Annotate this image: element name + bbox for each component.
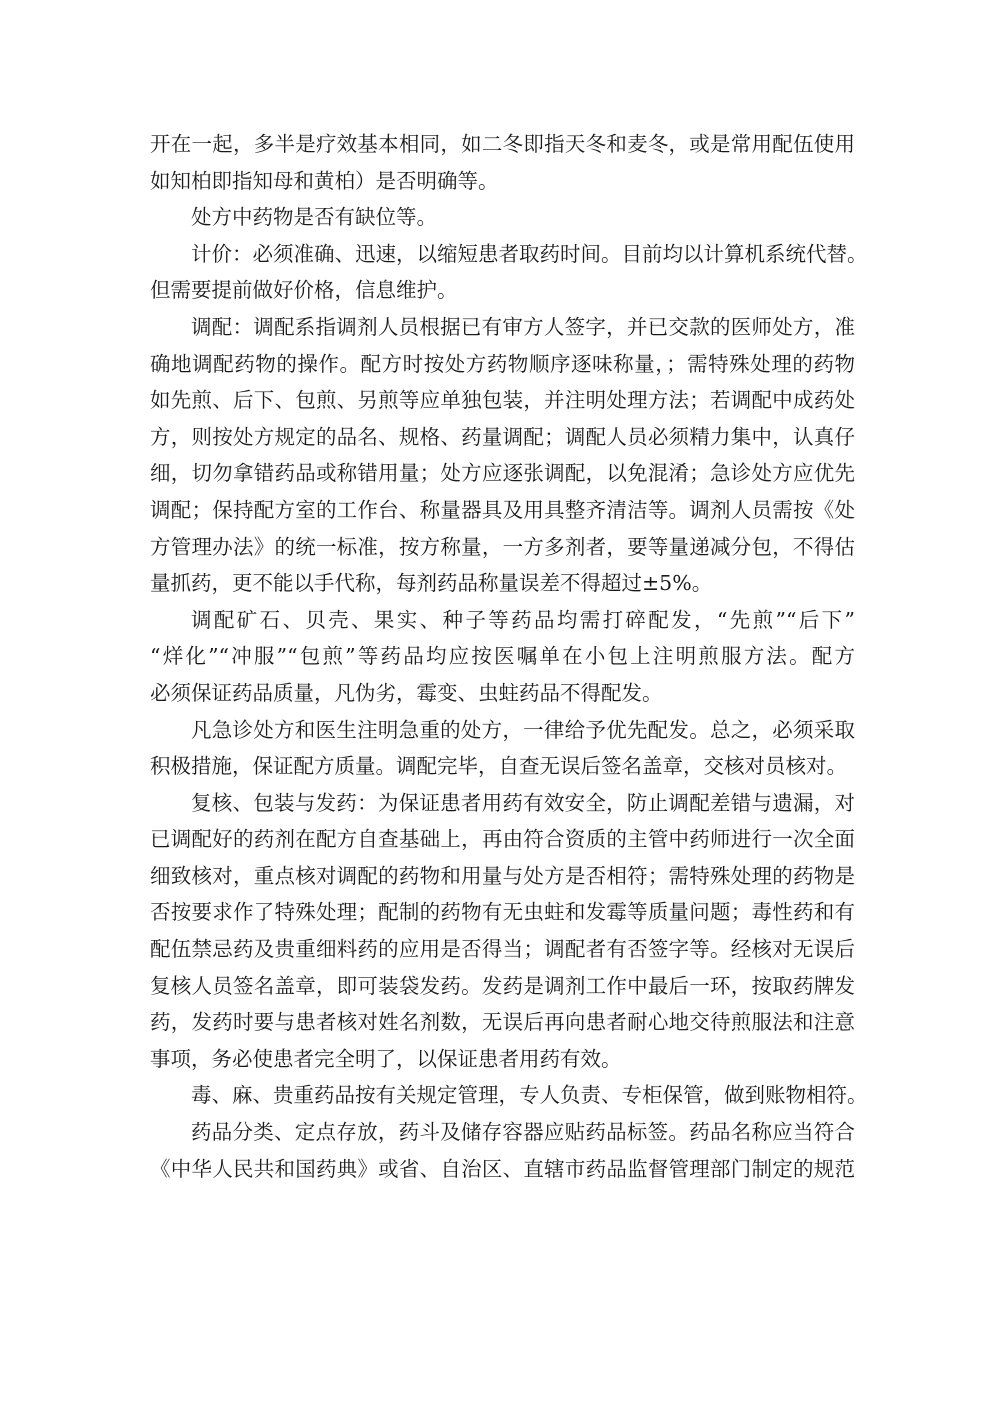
text-line: 药品分类、定点存放，药斗及储存容器应贴药品标签。药品名称应当符合 xyxy=(191,1120,855,1145)
text-line: 如先煎、后下、包煎、另煎等应单独包装，并注明处理方法；若调配中成药处 xyxy=(150,388,855,413)
text-line: 毒、麻、贵重药品按有关规定管理，专人负责、专柜保管，做到账物相符。 xyxy=(191,1083,868,1108)
text-line: 方，则按处方规定的品名、规格、药量调配；调配人员必须精力集中，认真仔 xyxy=(150,424,855,449)
text-line: 计价：必须准确、迅速，以缩短患者取药时间。目前均以计算机系统代替。 xyxy=(191,241,868,266)
text-line: 复核人员签名盖章，即可装袋发药。发药是调剂工作中最后一环，按取药牌发 xyxy=(150,973,855,998)
text-line: 凡急诊处方和医生注明急重的处方，一律给予优先配发。总之，必须采取 xyxy=(191,717,855,742)
document-body xyxy=(150,126,868,1187)
text-line: 药，发药时要与患者核对姓名剂数，无误后再向患者耐心地交待煎服法和注意 xyxy=(150,1010,855,1035)
text-line: 《中华人民共和国药典》或省、自治区、直辖市药品监督管理部门制定的规范 xyxy=(150,1156,855,1181)
text-line: 细，切勿拿错药品或称错用量；处方应逐张调配，以免混淆；急诊处方应优先 xyxy=(150,461,855,486)
text-line: 复核、包装与发药：为保证患者用药有效安全，防止调配差错与遗漏，对 xyxy=(191,790,855,815)
text-line: 方管理办法》的统一标准，按方称量，一方多剂者，要等量递减分包，不得估 xyxy=(150,534,855,559)
text-line: 事项，务必使患者完全明了，以保证患者用药有效。 xyxy=(150,1046,622,1071)
text-line: 处方中药物是否有缺位等。 xyxy=(191,205,437,230)
text-line: 开在一起，多半是疗效基本相同，如二冬即指天冬和麦冬，或是常用配伍使用 xyxy=(150,132,855,156)
text-line: 已调配好的药剂在配方自查基础上，再由符合资质的主管中药师进行一次全面 xyxy=(150,827,855,852)
text-line: “烊化”“冲服”“包煎”等药品均应按医嘱单在小包上注明煎服方法。配方 xyxy=(150,644,855,669)
text-line: 调配矿石、贝壳、果实、种子等药品均需打碎配发，“先煎”“后下” xyxy=(191,607,855,632)
text-line: 细致核对，重点核对调配的药物和用量与处方是否相符；需特殊处理的药物是 xyxy=(150,863,855,888)
text-line: 积极措施，保证配方质量。调配完毕，自查无误后签名盖章，交核对员核对。 xyxy=(150,754,847,779)
text-line: 必须保证药品质量，凡伪劣，霉变、虫蛀药品不得配发。 xyxy=(150,680,663,705)
text-line: 配伍禁忌药及贵重细料药的应用是否得当；调配者有否签字等。经核对无误后 xyxy=(150,937,855,962)
text-line: 如知柏即指知母和黄柏）是否明确等。 xyxy=(150,168,499,193)
text-line: 否按要求作了特殊处理；配制的药物有无虫蛀和发霉等质量问题；毒性药和有 xyxy=(150,900,855,925)
text-line: 调配；保持配方室的工作台、称量器具及用具整齐清洁等。调剂人员需按《处 xyxy=(150,497,855,522)
text-line: 确地调配药物的操作。配方时按处方药物顺序逐味称量，；需特殊处理的药物 xyxy=(150,351,855,376)
text-line: 但需要提前做好价格，信息维护。 xyxy=(150,278,458,303)
text-line: 调配：调配系指调剂人员根据已有审方人签字，并已交款的医师处方，准 xyxy=(191,314,855,339)
text-line: 量抓药，更不能以手代称，每剂药品称量误差不得超过±5%。 xyxy=(150,571,713,596)
